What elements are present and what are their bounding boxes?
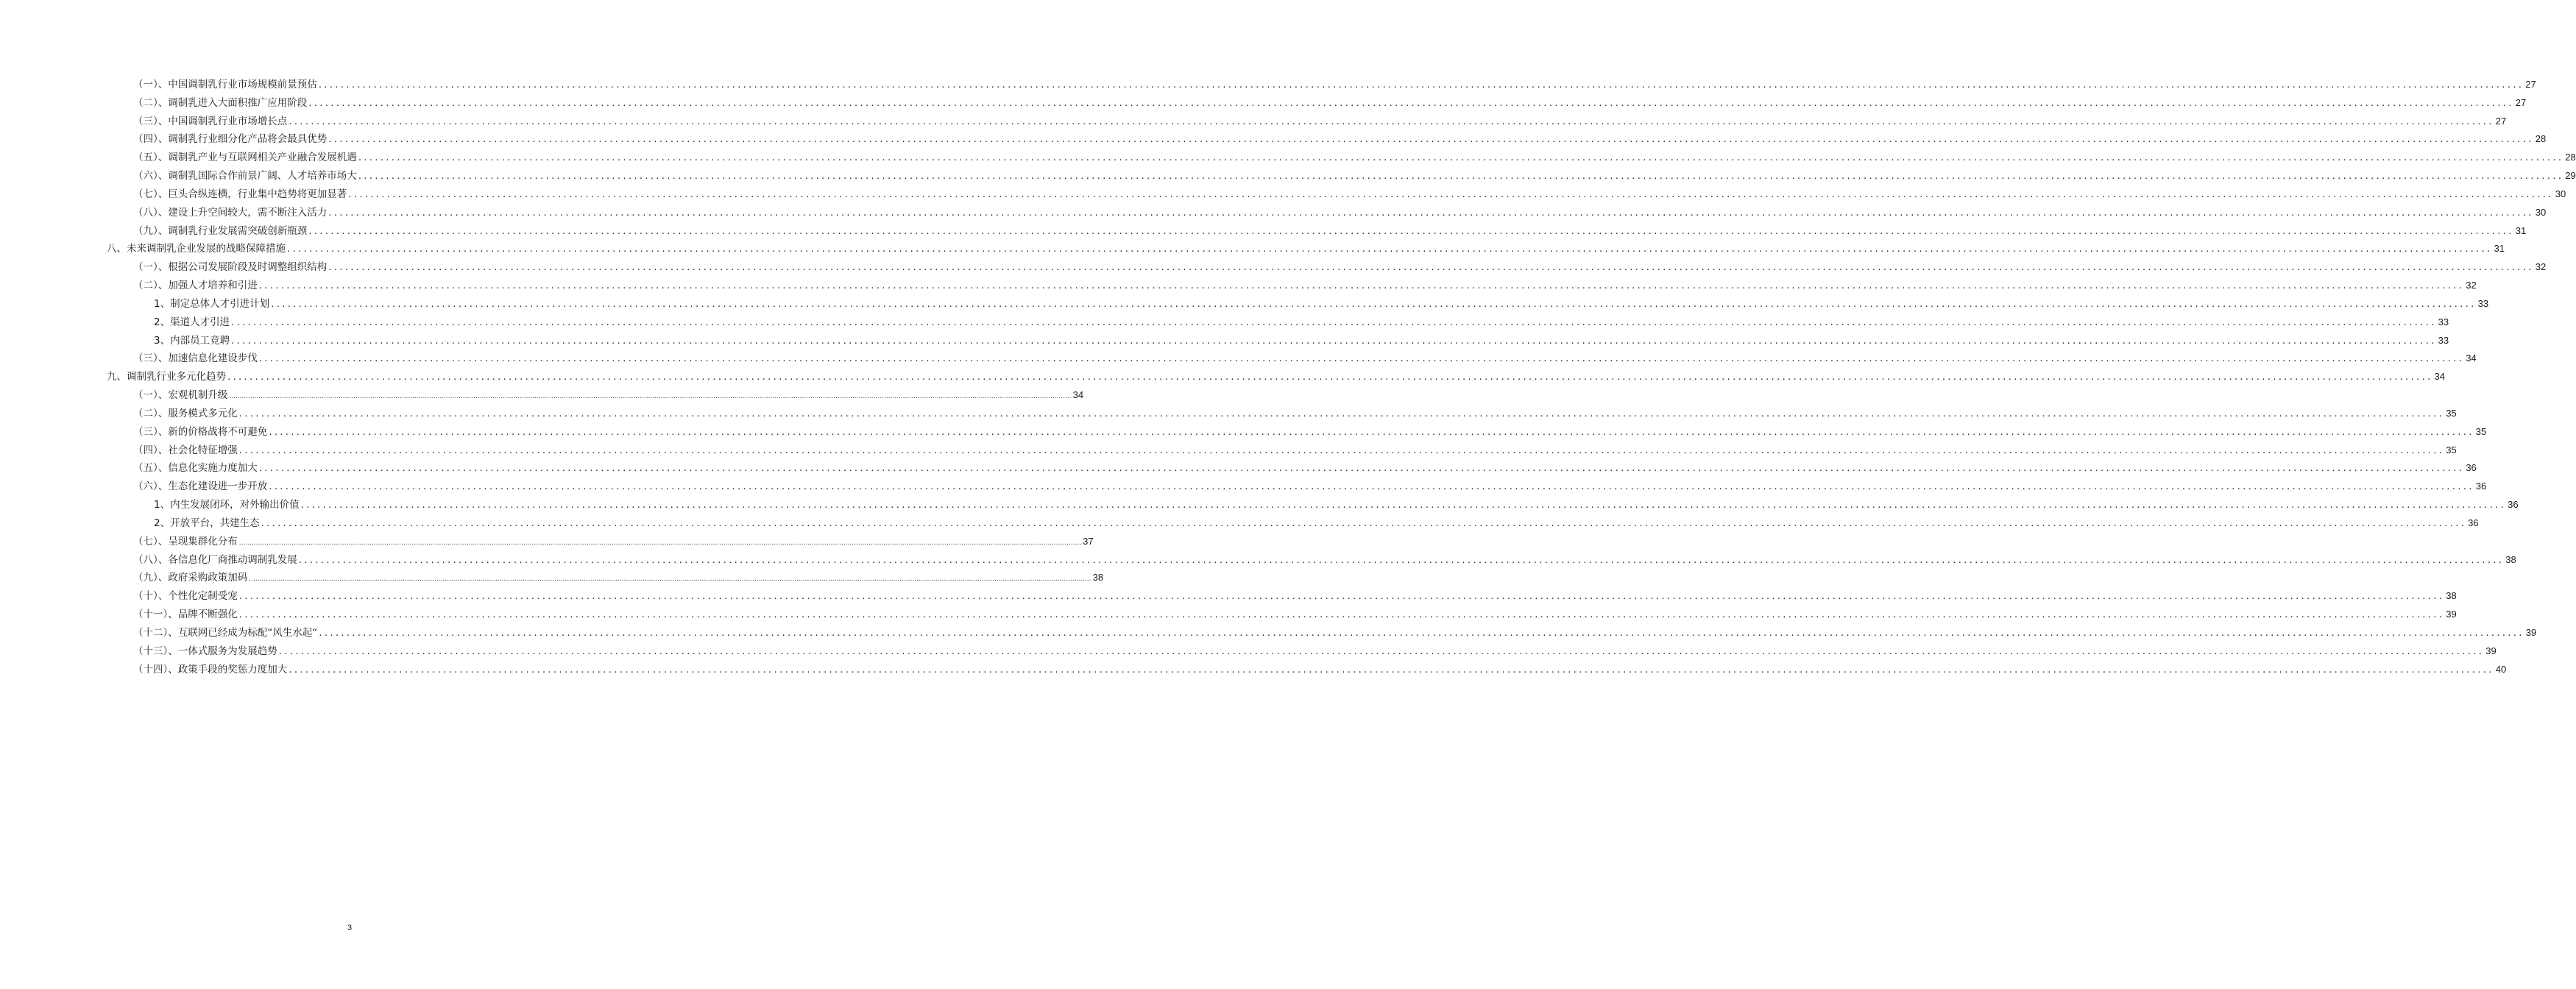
toc-entry-page: 33 [2438, 316, 2449, 327]
toc-entry-title: （四）、调制乳行业细分化产品将会最具优势 [133, 133, 328, 146]
toc-entry-page: 34 [2434, 371, 2445, 383]
toc-entry[interactable] [0, 240, 2505, 258]
dot-leader: ................................................................................................................................................................................................................................................................................................................................................................................................................ [358, 152, 2564, 164]
toc-entry-page: 38 [1092, 572, 1104, 584]
dot-leader: ................................................................................................................................................................................................................................................................................................................................................................................................................ [258, 352, 2465, 365]
dot-leader: ................................................................................................................................................................................................................................................................................................................................................................................................................ [300, 499, 2507, 511]
dot-leader: ................................................................................................................................................................................................................................................................................................................................................................................................................ [278, 645, 2485, 657]
toc-entry-title: 2、渠道人才引进 [154, 316, 230, 328]
toc-entry[interactable] [0, 332, 2449, 350]
dot-leader: ................................................................................................................................................................................................................................................................................................................................................................................................................ [271, 297, 2477, 310]
toc-entry-page: 37 [1083, 535, 1094, 547]
dot-leader: ................................................................................................................................................................................................................................................................................................................................................................................................................ [238, 590, 2445, 603]
toc-entry[interactable] [0, 551, 2516, 570]
toc-entry-page: 35 [2446, 407, 2457, 419]
toc-entry-title: （四）、社会化特征增强 [133, 444, 238, 456]
toc-entry-page: 27 [2525, 79, 2536, 90]
dot-leader: ................................................................................................................................................................................................................................................................................................................................................................................................................ [238, 407, 2445, 419]
toc-entry-page: 38 [2505, 553, 2516, 565]
toc-entry[interactable] [0, 204, 2547, 222]
toc-entry-title: （七）、呈现集群化分布 [133, 535, 238, 547]
toc-entry[interactable] [0, 167, 2576, 185]
dot-leader: ................................................................................................................................................................................................................................................................................................................................................................................................................ [258, 280, 2465, 292]
toc-entry[interactable] [0, 423, 2487, 442]
toc-entry-title: （一）、宏观机制升级 [133, 389, 228, 402]
dot-leader: ................................................................................................................................................................................................................................................................................................................................................................................................................ [348, 188, 2554, 200]
dot-leader: ................................................................................................................................................................................................................................................................................................................................................................................................................ [249, 575, 1091, 584]
toc-entry-title: 2、开放平台，共建生态 [154, 517, 260, 529]
toc-entry-title: （八）、各信息化厂商推动调制乳发展 [133, 553, 297, 566]
toc-entry-page: 33 [2477, 297, 2489, 309]
toc-entry-title: （二）、加强人才培养和引进 [133, 280, 258, 292]
toc-entry[interactable] [0, 350, 2477, 368]
toc-entry-title: （二）、调制乳进入大面积推广应用阶段 [133, 96, 308, 109]
toc-entry[interactable] [0, 624, 2537, 642]
toc-entry-title: （一）、根据公司发展阶段及时调整组织结构 [133, 261, 328, 274]
toc-entry[interactable] [0, 185, 2566, 204]
toc-entry-page: 30 [2555, 188, 2566, 199]
dot-leader: ................................................................................................................................................................................................................................................................................................................................................................................................................ [258, 462, 2465, 475]
toc-entry[interactable] [0, 222, 2527, 241]
toc-entry-page: 29 [2565, 170, 2576, 182]
toc-entry-page: 36 [2508, 499, 2519, 511]
toc-entry-page: 34 [1072, 389, 1084, 401]
toc-entry-page: 28 [2535, 133, 2547, 145]
toc-entry-page: 38 [2446, 590, 2457, 602]
toc-entry-page: 32 [2535, 261, 2547, 273]
dot-leader: ................................................................................................................................................................................................................................................................................................................................................................................................................ [261, 517, 2467, 529]
toc-entry[interactable] [0, 661, 2507, 679]
toc-entry[interactable] [0, 258, 2547, 277]
toc-entry-title: （七）、巨头合纵连横，行业集中趋势将更加显著 [133, 188, 347, 200]
toc-entry[interactable] [0, 149, 2576, 167]
toc-entry[interactable] [0, 478, 2487, 496]
toc-entry-title: （九）、调制乳行业发展需突破创新瓶颈 [133, 224, 308, 237]
toc-entry-page: 34 [2466, 352, 2477, 364]
toc-entry-title: 1、制定总体人才引进计划 [154, 297, 270, 310]
toc-entry-title: （十）、个性化定制受宠 [133, 590, 238, 603]
toc-entry-title: （一）、中国调制乳行业市场规模前景预估 [133, 79, 317, 91]
toc-entry-page: 36 [2466, 462, 2477, 474]
toc-entry[interactable] [0, 459, 2477, 478]
toc-entry[interactable] [0, 313, 2449, 332]
table-of-contents [0, 76, 2576, 678]
toc-entry-title: （三）、新的价格战将不可避免 [133, 425, 268, 438]
toc-entry-title: （十四）、政策手段的奖惩力度加大 [133, 663, 288, 676]
toc-entry[interactable] [0, 405, 2457, 423]
dot-leader: ................................................................................................................................................................................................................................................................................................................................................................................................................ [308, 224, 2514, 237]
toc-entry[interactable] [0, 295, 2489, 313]
toc-entry-title: （九）、政府采购政策加码 [133, 572, 248, 584]
dot-leader: ................................................................................................................................................................................................................................................................................................................................................................................................................ [358, 170, 2564, 182]
toc-entry-title: （十三）、一体式服务为发展趋势 [133, 645, 277, 657]
toc-entry-title: （五）、调制乳产业与互联网相关产业融合发展机遇 [133, 152, 357, 164]
toc-entry[interactable] [0, 496, 2519, 514]
toc-entry[interactable] [0, 514, 2479, 533]
dot-leader: ................................................................................................................................................................................................................................................................................................................................................................................................................ [231, 316, 2437, 328]
toc-entry-page: 33 [2438, 334, 2449, 346]
toc-entry-title: （六）、生态化建设进一步开放 [133, 481, 268, 493]
toc-entry-page: 39 [2485, 645, 2497, 656]
toc-entry-page: 32 [2466, 280, 2477, 291]
toc-entry-title: （八）、建设上升空间较大，需不断注入活力 [133, 206, 328, 219]
toc-entry[interactable] [0, 569, 1104, 587]
toc-entry-page: 36 [2468, 517, 2479, 528]
toc-entry-title: 1、内生发展闭环，对外输出价值 [154, 499, 300, 511]
dot-leader: ................................................................................................................................................................................................................................................................................................................................................................................................................ [289, 115, 2494, 127]
toc-entry-page: 27 [2495, 115, 2507, 127]
toc-entry-page: 31 [2494, 243, 2505, 255]
toc-entry[interactable] [0, 94, 2527, 113]
dot-leader: ................................................................................................................................................................................................................................................................................................................................................................................................................ [229, 393, 1072, 401]
dot-leader: ................................................................................................................................................................................................................................................................................................................................................................................................................ [328, 206, 2534, 219]
dot-leader: ................................................................................................................................................................................................................................................................................................................................................................................................................ [269, 481, 2474, 493]
dot-leader: ................................................................................................................................................................................................................................................................................................................................................................................................................ [319, 626, 2524, 639]
dot-leader: ................................................................................................................................................................................................................................................................................................................................................................................................................ [287, 243, 2493, 255]
dot-leader: ................................................................................................................................................................................................................................................................................................................................................................................................................ [298, 553, 2505, 566]
toc-entry[interactable] [0, 442, 2457, 460]
dot-leader: ................................................................................................................................................................................................................................................................................................................................................................................................................ [227, 371, 2433, 383]
toc-entry-page: 36 [2475, 481, 2487, 492]
toc-entry-page: 40 [2495, 663, 2507, 675]
toc-entry[interactable] [0, 606, 2457, 624]
toc-entry-page: 30 [2535, 206, 2547, 218]
toc-entry-title: （三）、中国调制乳行业市场增长点 [133, 115, 288, 127]
dot-leader: ................................................................................................................................................................................................................................................................................................................................................................................................................ [238, 609, 2445, 621]
dot-leader: ................................................................................................................................................................................................................................................................................................................................................................................................................ [328, 261, 2534, 274]
toc-entry[interactable] [0, 386, 1084, 405]
dot-leader: ................................................................................................................................................................................................................................................................................................................................................................................................................ [328, 133, 2534, 146]
dot-leader: ................................................................................................................................................................................................................................................................................................................................................................................................................ [238, 444, 2445, 456]
toc-entry-title: （五）、信息化实施力度加大 [133, 462, 258, 475]
toc-entry-page: 28 [2565, 152, 2576, 163]
toc-entry-title: （十二）、互联网已经成为标配“风生水起“ [133, 626, 318, 639]
toc-entry[interactable] [0, 76, 2536, 94]
toc-entry-page: 27 [2515, 96, 2527, 108]
toc-entry-title: （二）、服务模式多元化 [133, 407, 238, 419]
toc-entry-page: 35 [2446, 444, 2457, 455]
toc-entry-title: （十一）、品牌不断强化 [133, 609, 238, 621]
toc-entry-title: （六）、调制乳国际合作前景广阔、人才培养市场大 [133, 170, 357, 182]
toc-entry-page: 39 [2525, 626, 2537, 638]
dot-leader: ................................................................................................................................................................................................................................................................................................................................................................................................................ [231, 334, 2437, 347]
toc-entry[interactable] [0, 533, 1094, 551]
toc-entry-page: 35 [2475, 425, 2487, 437]
toc-entry[interactable] [0, 277, 2477, 295]
toc-entry-title: （三）、加速信息化建设步伐 [133, 352, 258, 365]
toc-entry[interactable] [0, 130, 2547, 149]
page-number: 3 [347, 924, 353, 932]
dot-leader: ................................................................................................................................................................................................................................................................................................................................................................................................................ [269, 425, 2474, 438]
toc-entry-title: 九、调制乳行业多元化趋势 [107, 371, 226, 383]
toc-entry-page: 31 [2515, 224, 2527, 236]
toc-entry-page: 39 [2446, 609, 2457, 620]
toc-entry[interactable] [0, 113, 2507, 131]
dot-leader: ................................................................................................................................................................................................................................................................................................................................................................................................................ [238, 539, 1082, 547]
toc-entry-title: 3、内部员工竞聘 [154, 334, 230, 347]
toc-entry-title: 八、未来调制乳企业发展的战略保障措施 [107, 243, 286, 255]
toc-entry[interactable] [0, 587, 2457, 606]
dot-leader: ................................................................................................................................................................................................................................................................................................................................................................................................................ [318, 79, 2524, 91]
dot-leader: ................................................................................................................................................................................................................................................................................................................................................................................................................ [289, 663, 2494, 676]
toc-entry[interactable] [0, 368, 2445, 386]
dot-leader: ................................................................................................................................................................................................................................................................................................................................................................................................................ [308, 96, 2514, 109]
toc-entry[interactable] [0, 642, 2497, 661]
